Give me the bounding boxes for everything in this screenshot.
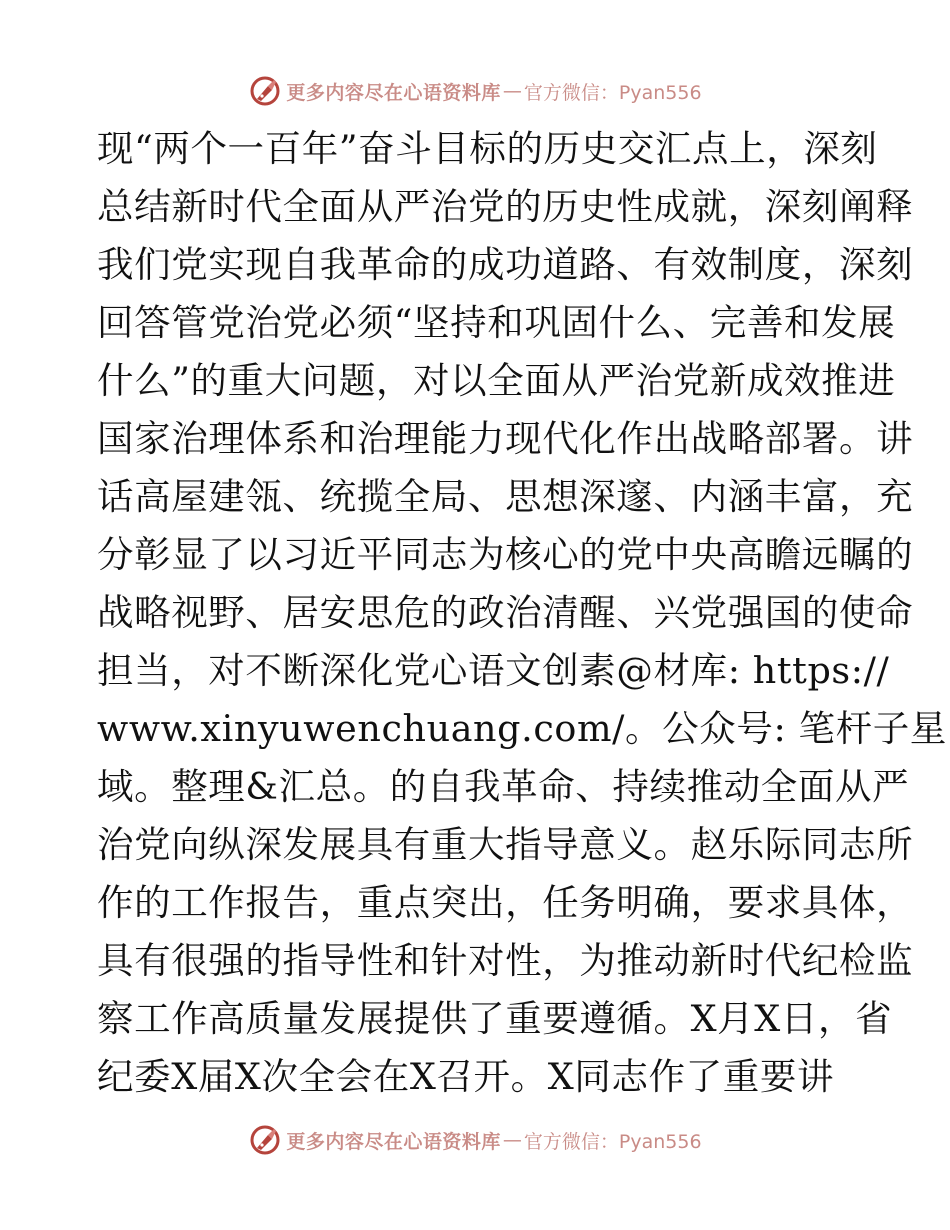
header-brand-text: 更多内容尽在心语资料库 [286,81,501,104]
body-line: 回答管党治党必须“坚持和巩固什么、完善和发展 [97,301,896,344]
body-line: 总结新时代全面从严治党的历史性成就，深刻阐释 [97,185,914,228]
body-line: 分彰显了以习近平同志为核心的党中央高瞻远瞩的 [97,533,914,576]
document-body [97,120,947,1106]
footer-banner [0,1120,950,1160]
body-line: 担当，对不断深化党心语文创素@材库: https:// [97,649,890,692]
header-separator: — [502,80,522,102]
body-line: 治党向纵深发展具有重大指导意义。赵乐际同志所 [97,823,914,866]
body-line: 作的工作报告，重点突出，任务明确，要求具体， [97,881,914,924]
header-banner [0,71,950,111]
body-line: www.xinyuwenchuang.com/。公众号: 笔杆子星 [97,707,947,750]
pen-nib-logo-icon [248,74,282,108]
body-line: 国家治理体系和治理能力现代化作出战略部署。讲 [97,417,914,460]
body-line: 察工作高质量发展提供了重要遵循。X月X日，省 [97,997,893,1040]
footer-separator: — [502,1129,522,1151]
body-line: 话高屋建瓴、统揽全局、思想深邃、内涵丰富，充 [97,475,914,518]
body-line: 战略视野、居安思危的政治清醒、兴党强国的使命 [97,591,914,634]
body-line: 现“两个一百年”奋斗目标的历史交汇点上，深刻 [97,127,878,170]
body-line: 具有很强的指导性和针对性，为推动新时代纪检监 [97,939,914,982]
footer-brand-text: 更多内容尽在心语资料库 [286,1130,501,1153]
body-line: 什么”的重大问题，对以全面从严治党新成效推进 [97,359,896,402]
body-line: 域。整理&汇总。的自我革命、持续推动全面从严 [97,765,910,808]
header-wechat-text: 官方微信：Pyan556 [523,81,702,104]
pen-nib-logo-icon [248,1123,282,1157]
body-line: 纪委X届X次全会在X召开。X同志作了重要讲 [97,1055,835,1098]
footer-wechat-text: 官方微信：Pyan556 [523,1130,702,1153]
body-line: 我们党实现自我革命的成功道路、有效制度，深刻 [97,243,914,286]
